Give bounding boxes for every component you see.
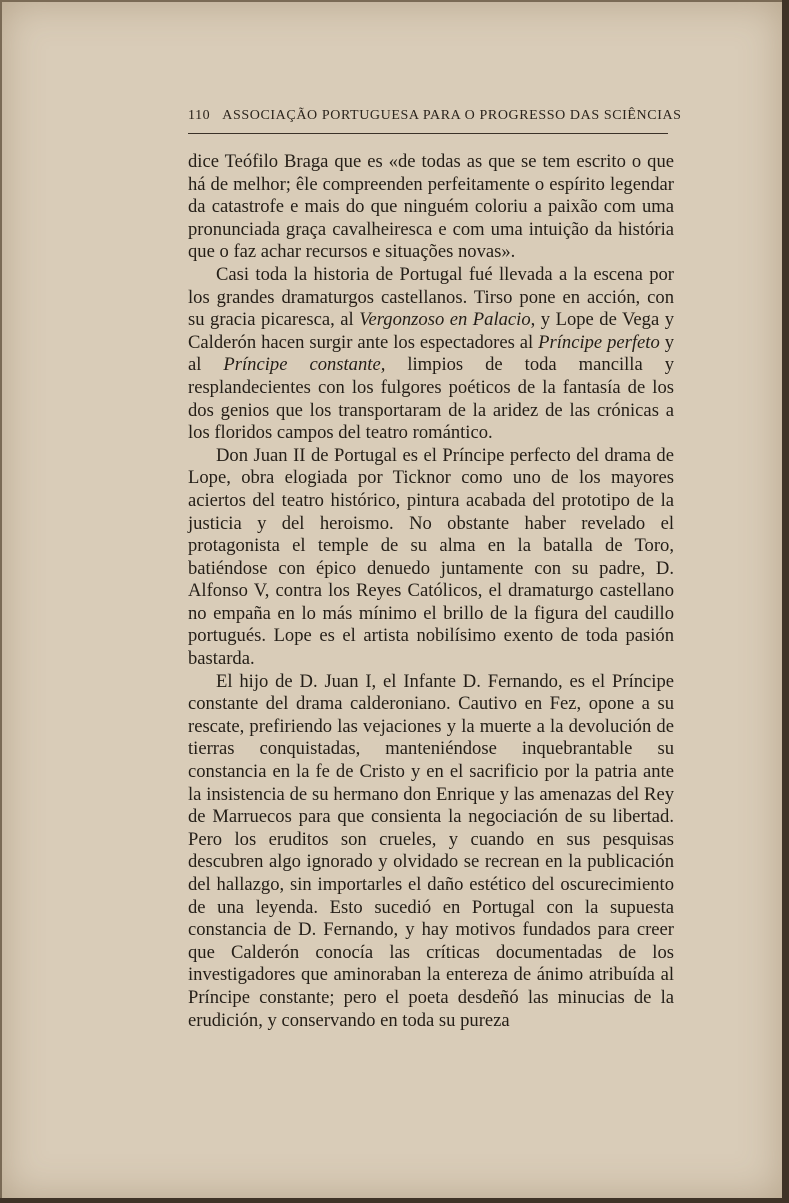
text-run: y al bbox=[188, 331, 674, 376]
text-run: limpios de toda mancilla y resplandecientes con los fulgores poéticos de la fantasía de los dos genios que los transportaram de la aridez de las crónicas a los floridos campos del teatro romántico. bbox=[188, 354, 674, 444]
italic-title: Vergonzoso en Palacio bbox=[359, 309, 531, 331]
body-text bbox=[188, 151, 674, 1032]
running-title: ASSOCIAÇÃO PORTUGUESA PARA O PROGRESSO DAS SCIÊNCIAS bbox=[222, 108, 682, 123]
italic-title: Príncipe perfeto bbox=[538, 331, 660, 353]
text-run: El hijo de D. Juan I, el Infante D. Fernando, es el Príncipe constante del drama calderoniano. Cautivo en Fez, opone a su rescate, prefiriendo las vejaciones y la muerte a la devolución de tierras conquistadas, manteniéndose inquebrantable su constancia en la fe de Cristo y en el sacrificio por la patria ante la insistencia de su hermano don Enrique y las amenazas del Rey de Marruecos para que consienta la negociación de su libertad. Pero los eruditos son crueles, y cuando en sus pesquisas descubren algo ignorado y olvidado se recrean en la publicación del hallazgo, sin importarles el daño estético del oscurecimiento de una leyenda. Esto sucedió en Portugal con la supuesta constancia de D. Fernando, y hay motivos fundados para creer que Calderón conocía las críticas documentadas de los investigadores que aminoraban la entereza de ánimo atribuída al Príncipe constante; pero el poeta desdeñó las minucias de la erudición, y conservando en toda su pureza bbox=[188, 670, 674, 1031]
paragraph bbox=[188, 264, 674, 445]
page-edge-right bbox=[782, 0, 789, 1203]
text-run: dice Teófilo Braga que es «de todas as que se tem escrito o que há de melhor; êle compreenden perfeitamente o espírito legendar da catastrofe e mais do que ninguém coloriu a paixão com uma pronunciada graça cavalheiresca e com uma intuição da história que o faz achar recursos e situações novas». bbox=[188, 151, 674, 263]
text-run: Casi toda la historia de Portugal fué llevada a la escena por los grandes dramaturgos castellanos. Tirso pone en acción, con su gracia picaresca, al bbox=[188, 263, 674, 331]
paragraph bbox=[188, 671, 674, 1033]
page-number: 110 bbox=[188, 108, 211, 123]
page-edge-bottom bbox=[0, 1198, 789, 1203]
running-header bbox=[188, 108, 682, 130]
text-run: , y Lope de Vega y Calderón hacen surgir ante los espectadores al bbox=[188, 309, 674, 353]
paragraph bbox=[188, 445, 674, 671]
text-run: Don Juan II de Portugal es el Príncipe perfecto del drama de Lope, obra elogiada por Ticknor como uno de los mayores aciertos del teatro histórico, pintura acabada del prototipo de la justicia y del heroismo. No obstante haber revelado el protagonista el temple de su alma en la batalla de Toro, batiéndose con épico denuedo juntamente con su padre, D. Alfonso V, contra los Reyes Católicos, el dramaturgo castellano no empaña en lo más mínimo el brillo de la figura del caudillo portugués. Lope es el artista nobilísimo exento de toda pasión bastarda. bbox=[188, 444, 674, 670]
italic-title: Príncipe constante, bbox=[223, 354, 386, 376]
book-page bbox=[2, 2, 782, 1198]
paragraph bbox=[188, 151, 674, 264]
header-rule bbox=[188, 133, 668, 134]
